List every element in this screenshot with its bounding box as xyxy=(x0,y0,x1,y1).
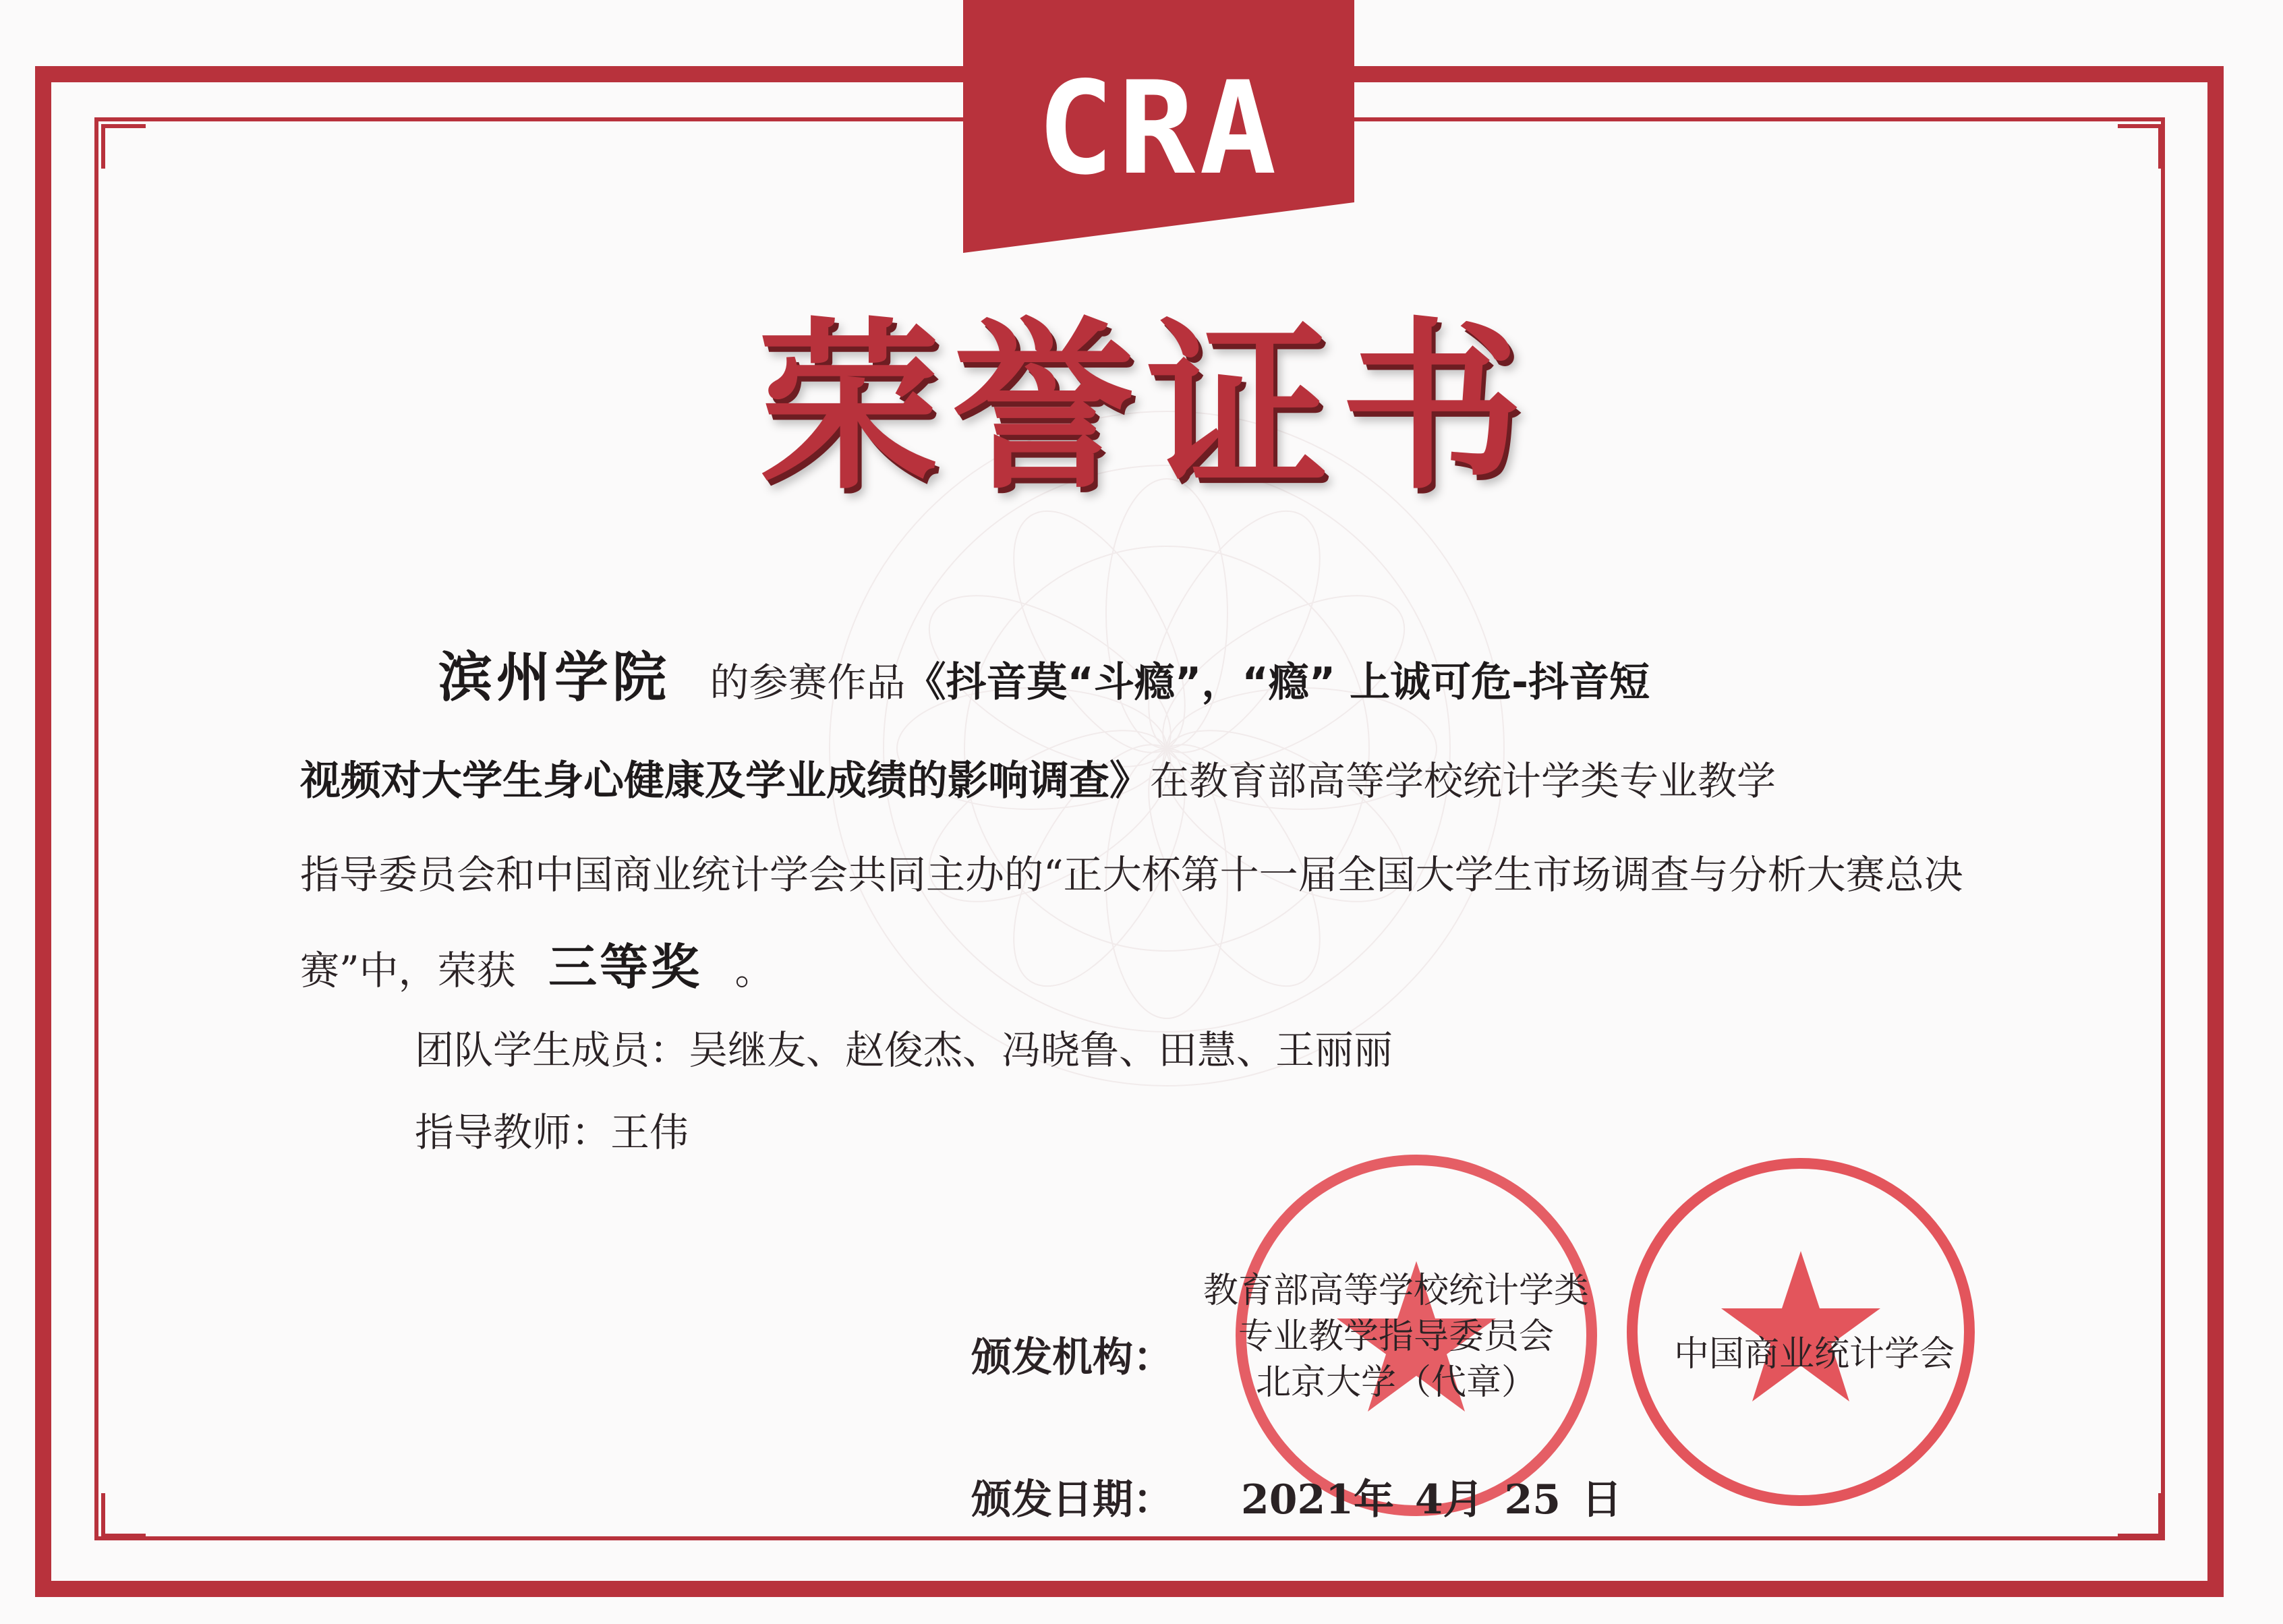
corner-ornament xyxy=(2118,1493,2162,1538)
advisor-name: 王伟 xyxy=(610,1109,689,1155)
team-members-line xyxy=(415,1027,2101,1073)
issuer-label: 颁发机构： xyxy=(971,1334,1174,1381)
corner-ornament xyxy=(101,1493,146,1538)
body-line-3: 指导委员会和中国商业统计学会共同主办的“正大杯第十一届全国大学生市场调查与分析大赛总决 xyxy=(300,852,1963,898)
work-title-part2: 视频对大学生身心健康及学业成绩的影响调查》 xyxy=(300,757,1150,805)
issuer-line: 北京大学（代章） xyxy=(1255,1362,1536,1403)
body-line-1 xyxy=(438,646,2125,709)
issuer-line: 教育部高等学校统计学类 xyxy=(1203,1271,1589,1311)
issue-date-label: 颁发日期： xyxy=(971,1476,1174,1524)
issuer-second: 中国商业统计学会 xyxy=(1673,1334,1955,1374)
body-text-segment: 。 xyxy=(734,948,774,993)
team-label: 团队学生成员： xyxy=(415,1027,689,1073)
issuer-block xyxy=(1160,1268,1632,1405)
body-text-segment: 在教育部高等学校统计学类专业教学 xyxy=(1150,758,1776,804)
advisor-label: 指导教师： xyxy=(415,1109,611,1155)
certificate-title: 荣誉证书 xyxy=(758,301,1535,514)
issue-date-value: 2021年 4月 25 日 xyxy=(1241,1476,1622,1524)
issuer-line: 专业教学指导委员会 xyxy=(1238,1316,1554,1357)
corner-ornament xyxy=(2118,124,2162,169)
team-members: 吴继友、赵俊杰、冯晓鲁、田慧、王丽丽 xyxy=(689,1027,1393,1073)
corner-ornament xyxy=(101,124,146,169)
body-text-segment: 的参赛作品 xyxy=(710,660,906,705)
body-text-segment: 赛”中，荣获 xyxy=(300,948,516,993)
body-line-2 xyxy=(300,757,1986,805)
prize-level: 三等奖 xyxy=(548,939,703,995)
body-line-4 xyxy=(300,939,1986,995)
work-title-part1: 《抖音莫“斗瘾”，“瘾” 上诚可危-抖音短 xyxy=(905,659,1650,706)
school-name: 滨州学院 xyxy=(438,646,670,709)
cra-logo-text: CRA xyxy=(1037,54,1281,203)
